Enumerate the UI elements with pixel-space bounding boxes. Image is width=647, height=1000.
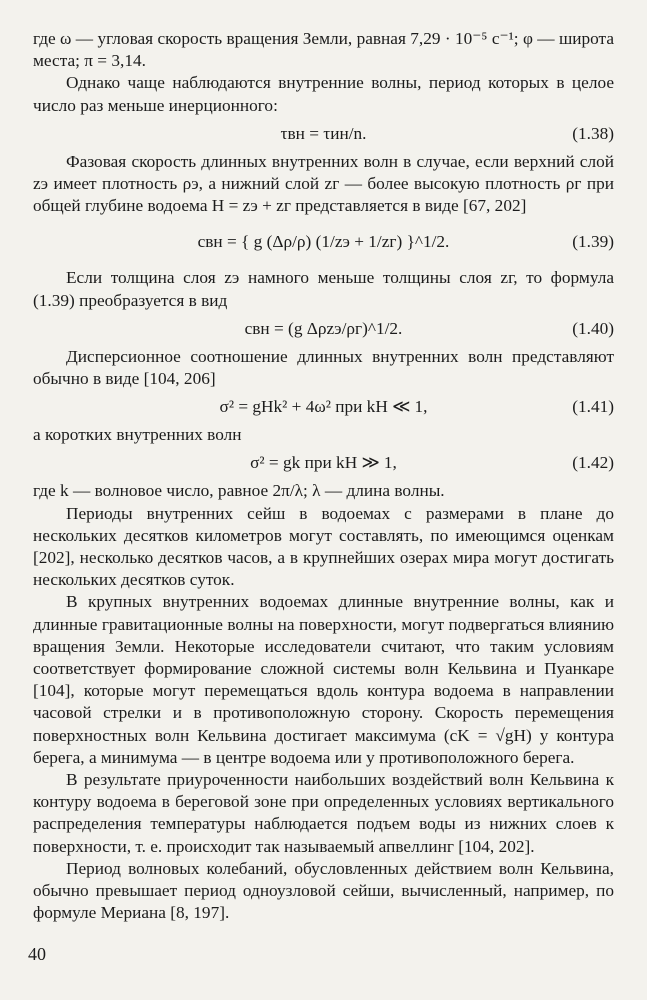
equation-number: (1.40) bbox=[572, 318, 614, 338]
equation-number: (1.38) bbox=[572, 123, 614, 143]
paragraph-4: Если толщина слоя zэ намного меньше толщины слоя zг, то формула (1.39) преобразуется в вид bbox=[33, 268, 614, 310]
formula-1-41 bbox=[33, 392, 614, 422]
formula-expression: cвн = (g Δρzэ/ρг)^1/2. bbox=[244, 318, 403, 338]
formula-expression: σ² = gk при kH ≫ 1, bbox=[250, 453, 397, 473]
paragraph-9: В крупных внутренних водоемах длинные внутренние волны, как и длинные гравитационные волны на поверхности, могут подвергаться влиянию вращения Земли. Некоторые исследователи считают, что таким условиям соответствует формирование сложной системы волн Кельвина и Пуанкаре [104], которые могут перемещаться вдоль контура водоема в направлении часовой стрелки и в противоположную сторону. Скорость перемещения поверхностных волн Кельвина достигает максимума (cK = √gH) у контура берега, а минимума — в центре водоема или у противоположного берега. bbox=[33, 592, 614, 767]
equation-number: (1.39) bbox=[572, 232, 614, 252]
page-number: 40 bbox=[28, 944, 46, 964]
paragraph-5: Дисперсионное соотношение длинных внутренних волн представляют обычно в виде [104, 206] bbox=[33, 346, 614, 389]
paragraph-2: Однако чаще наблюдаются внутренние волны, период которых в целое число раз меньше инерционного: bbox=[33, 73, 614, 115]
equation-number: (1.41) bbox=[572, 397, 614, 417]
paragraph-6: а коротких внутренних волн bbox=[33, 425, 242, 445]
formula-expression: τвн = τин/n. bbox=[280, 123, 367, 143]
formula-1-38 bbox=[33, 119, 614, 149]
paragraph-7: где k — волновое число, равное 2π/λ; λ — длина волны. bbox=[33, 481, 445, 501]
paragraph-3: Фазовая скорость длинных внутренних волн в случае, если верхний слой zэ имеет плотность ρэ, а нижний слой zг — более высокую плотность ρг при общей глубине водоема H = zэ + zг представляется в виде [67, 202] bbox=[33, 151, 614, 216]
equation-number: (1.42) bbox=[572, 453, 614, 473]
formula-expression: cвн = { g (Δρ/ρ) (1/zэ + 1/zг) }^1/2. bbox=[197, 232, 450, 252]
paragraph-8: Периоды внутренних сейш в водоемах с размерами в плане до нескольких десятков километров могут составлять, по имеющимся оценкам [202], несколько десятков часов, а в крупнейших озерах мира могут достигать нескольких десятков суток. bbox=[33, 503, 614, 590]
formula-1-39 bbox=[33, 221, 614, 263]
paragraph-11: Период волновых колебаний, обусловленных действием волн Кельвина, обычно превышает период одноузловой сейши, вычисленный, например, по формуле Мериана [8, 197]. bbox=[33, 858, 614, 923]
formula-expression: σ² = gHk² + 4ω² при kH ≪ 1, bbox=[219, 397, 428, 417]
formula-1-40 bbox=[33, 314, 614, 344]
paragraph-1: где ω — угловая скорость вращения Земли, равная 7,29 · 10⁻⁵ с⁻¹; φ — широта места; π = 3,14. bbox=[33, 29, 614, 71]
formula-1-42 bbox=[33, 448, 614, 478]
paragraph-10: В результате приуроченности наибольших воздействий волн Кельвина к контуру водоема в береговой зоне при определенных условиях вертикального распределения температуры наблюдается подъем воды из нижних слоев к поверхности, т. е. происходит так называемый апвеллинг [104, 202]. bbox=[33, 770, 614, 856]
